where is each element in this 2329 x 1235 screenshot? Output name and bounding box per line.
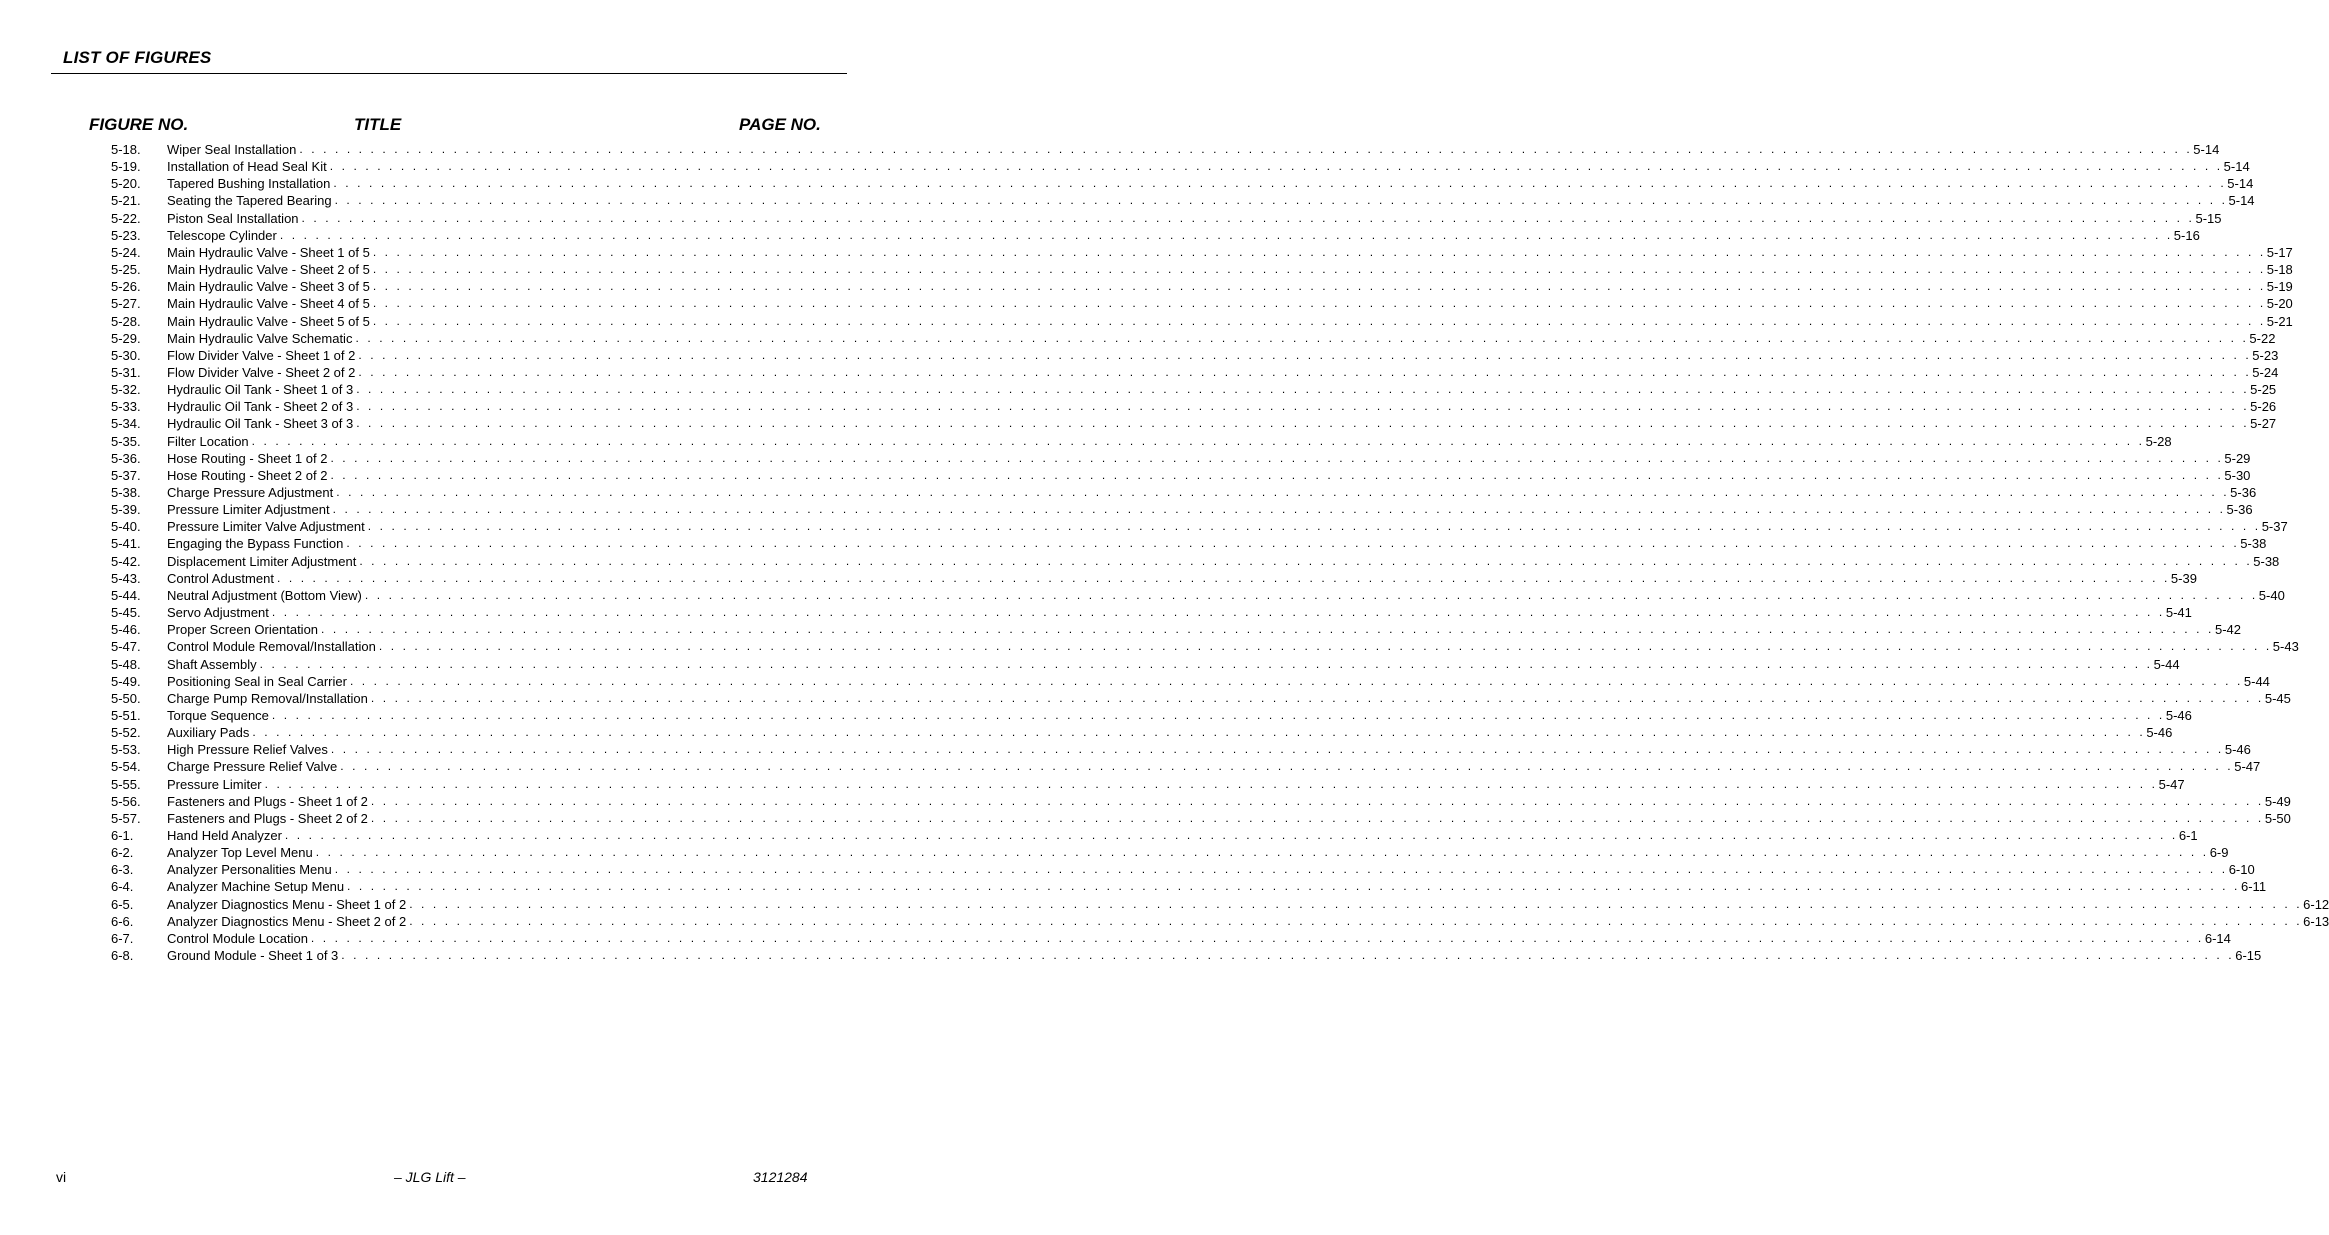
figure-page: 6-12 <box>2303 896 2329 912</box>
figure-number: 5-41. <box>111 536 141 552</box>
dot-leader: . . . . . . . . . . . . . . . . . . . . . . . . . . . . . . . . . . . . . . . . . . . . . . . . . . . . . . . . . . . . . . . . . . . . . . . . . . . . . . . . . . . . . . . . . . . . . . . . . . . . . . . . . . . . . . . . . . . . . . . . . . . . . . . . . . . . . . . . . . . . . . . . . . . . . . . . . . . . . . . . <box>372 262 2266 277</box>
figure-title: Analyzer Machine Setup Menu <box>167 878 347 895</box>
figure-title: Main Hydraulic Valve Schematic <box>167 330 355 347</box>
figure-title: Main Hydraulic Valve - Sheet 3 of 5 <box>167 278 373 295</box>
figure-page: 5-41 <box>2165 605 2192 621</box>
figure-page: 5-47 <box>2234 759 2261 775</box>
figure-entry <box>167 261 2293 278</box>
figure-number: 6-2. <box>111 845 134 861</box>
figure-row <box>0 861 2255 878</box>
column-heading-page-no: PAGE NO. <box>739 115 821 134</box>
figure-row <box>0 415 2277 432</box>
figure-entry <box>167 484 2257 501</box>
figure-number: 5-34. <box>111 416 141 432</box>
figure-page: 5-40 <box>2258 587 2285 603</box>
column-heading-figure-no: FIGURE NO. <box>89 115 189 134</box>
figure-row <box>0 278 2293 295</box>
figure-row <box>0 158 2250 175</box>
figure-number: 5-29. <box>111 330 141 346</box>
figure-entry <box>167 827 2198 844</box>
figure-title: Flow Divider Valve - Sheet 1 of 2 <box>167 347 358 364</box>
figure-row <box>0 313 2293 330</box>
dot-leader: . . . . . . . . . . . . . . . . . . . . . . . . . . . . . . . . . . . . . . . . . . . . . . . . . . . . . . . . . . . . . . . . . . . . . . . . . . . . . . . . . . . . . . . . . . . . . . . . . . . . . . . . . . . . . . . . . . . . . . . . . . . . . . . . . . . . . . . . . . . . . . . . . . . . . . . . . . . . . . . . <box>276 570 2170 585</box>
figure-row <box>0 501 2253 518</box>
figure-row <box>0 570 2197 587</box>
figure-entry <box>167 741 2251 758</box>
figure-page: 5-50 <box>2264 810 2291 826</box>
figure-entry <box>167 450 2251 467</box>
dot-leader: . . . . . . . . . . . . . . . . . . . . . . . . . . . . . . . . . . . . . . . . . . . . . . . . . . . . . . . . . . . . . . . . . . . . . . . . . . . . . . . . . . . . . . . . . . . . . . . . . . . . . . . . . . . . . . . . . . . . . . . . . . . . . . . . . . . . . . . . . . . . . . . . . . . . . . . . . . . . . . . . <box>334 862 2228 877</box>
figure-page: 5-29 <box>2224 450 2251 466</box>
figure-title: Fasteners and Plugs - Sheet 2 of 2 <box>167 810 371 827</box>
dot-leader: . . . . . . . . . . . . . . . . . . . . . . . . . . . . . . . . . . . . . . . . . . . . . . . . . . . . . . . . . . . . . . . . . . . . . . . . . . . . . . . . . . . . . . . . . . . . . . . . . . . . . . . . . . . . . . . . . . . . . . . . . . . . . . . . . . . . . . . . . . . . . . . . . . . . . . . . . . . . . . . . <box>336 485 2230 499</box>
figure-page: 6-13 <box>2303 913 2329 929</box>
figure-number: 6-3. <box>111 862 134 878</box>
figure-number: 5-33. <box>111 399 141 415</box>
figure-number: 5-28. <box>111 313 141 329</box>
figure-page: 5-26 <box>2250 399 2277 415</box>
figure-page: 5-16 <box>2173 227 2200 243</box>
figure-page: 5-28 <box>2145 433 2172 449</box>
dot-leader: . . . . . . . . . . . . . . . . . . . . . . . . . . . . . . . . . . . . . . . . . . . . . . . . . . . . . . . . . . . . . . . . . . . . . . . . . . . . . . . . . . . . . . . . . . . . . . . . . . . . . . . . . . . . . . . . . . . . . . . . . . . . . . . . . . . . . . . . . . . . . . . . . . . . . . . . . . . . . . . . <box>321 622 2214 637</box>
figure-entry <box>167 878 2267 895</box>
figure-row <box>0 724 2173 741</box>
dot-leader: . . . . . . . . . . . . . . . . . . . . . . . . . . . . . . . . . . . . . . . . . . . . . . . . . . . . . . . . . . . . . . . . . . . . . . . . . . . . . . . . . . . . . . . . . . . . . . . . . . . . . . . . . . . . . . . . . . . . . . . . . . . . . . . . . . . . . . . . . . . . . . . . . . . . . . . . . . . . . . . . <box>341 948 2235 963</box>
figure-title: Pressure Limiter Valve Adjustment <box>167 518 368 535</box>
figure-page: 5-24 <box>2252 364 2279 380</box>
dot-leader: . . . . . . . . . . . . . . . . . . . . . . . . . . . . . . . . . . . . . . . . . . . . . . . . . . . . . . . . . . . . . . . . . . . . . . . . . . . . . . . . . . . . . . . . . . . . . . . . . . . . . . . . . . . . . . . . . . . . . . . . . . . . . . . . . . . . . . . . . . . . . . . . . . . . . . . . . . . . . . . . <box>358 347 2252 362</box>
figure-row <box>0 638 2299 655</box>
figure-title: Engaging the Bypass Function <box>167 535 346 552</box>
figure-entry <box>167 467 2251 484</box>
dot-leader: . . . . . . . . . . . . . . . . . . . . . . . . . . . . . . . . . . . . . . . . . . . . . . . . . . . . . . . . . . . . . . . . . . . . . . . . . . . . . . . . . . . . . . . . . . . . . . . . . . . . . . . . . . . . . . . . . . . . . . . . . . . . . . . . . . . . . . . . . . . . . . . . . . . . . . . . . . . . . . . . <box>358 364 2252 379</box>
figure-number: 5-54. <box>111 759 141 775</box>
figure-page: 5-22 <box>2249 330 2276 346</box>
figure-title: Control Adustment <box>167 570 277 587</box>
figure-title: Charge Pump Removal/Installation <box>167 690 371 707</box>
dot-leader: . . . . . . . . . . . . . . . . . . . . . . . . . . . . . . . . . . . . . . . . . . . . . . . . . . . . . . . . . . . . . . . . . . . . . . . . . . . . . . . . . . . . . . . . . . . . . . . . . . . . . . . . . . . . . . . . . . . . . . . . . . . . . . . . . . . . . . . . . . . . . . . . . . . . . . . . . . . . . . . . <box>372 279 2266 294</box>
figure-entry <box>167 913 2329 930</box>
figure-number: 6-1. <box>111 828 134 843</box>
figure-row <box>0 878 2267 895</box>
figure-page: 5-43 <box>2272 639 2299 655</box>
figure-entry <box>167 621 2242 638</box>
figure-title: Control Module Location <box>167 930 311 947</box>
figure-row <box>0 398 2277 415</box>
dot-leader: . . . . . . . . . . . . . . . . . . . . . . . . . . . . . . . . . . . . . . . . . . . . . . . . . . . . . . . . . . . . . . . . . . . . . . . . . . . . . . . . . . . . . . . . . . . . . . . . . . . . . . . . . . . . . . . . . . . . . . . . . . . . . . . . . . . . . . . . . . . . . . . . . . . . . . . . . . . . . . . . <box>370 793 2264 808</box>
figure-title: Charge Pressure Adjustment <box>167 484 336 501</box>
dot-leader: . . . . . . . . . . . . . . . . . . . . . . . . . . . . . . . . . . . . . . . . . . . . . . . . . . . . . . . . . . . . . . . . . . . . . . . . . . . . . . . . . . . . . . . . . . . . . . . . . . . . . . . . . . . . . . . . . . . . . . . . . . . . . . . . . . . . . . . . . . . . . . . . . . . . . . . . . . . . . . . . <box>330 467 2224 482</box>
figure-title: Telescope Cylinder <box>167 227 280 244</box>
figure-title: Servo Adjustment <box>167 604 272 621</box>
dot-leader: . . . . . . . . . . . . . . . . . . . . . . . . . . . . . . . . . . . . . . . . . . . . . . . . . . . . . . . . . . . . . . . . . . . . . . . . . . . . . . . . . . . . . . . . . . . . . . . . . . . . . . . . . . . . . . . . . . . . . . . . . . . . . . . . . . . . . . . . . . . . . . . . . . . . . . . . . . . . . . . . <box>346 536 2240 551</box>
figure-number: 6-5. <box>111 896 134 912</box>
figure-entry <box>167 347 2279 364</box>
figure-entry <box>167 861 2255 878</box>
figure-entry <box>167 758 2261 775</box>
figure-title: Positioning Seal in Seal Carrier <box>167 673 350 690</box>
figure-row <box>0 776 2185 793</box>
figure-title: Tapered Bushing Installation <box>167 175 333 192</box>
figure-entry <box>167 158 2250 175</box>
figure-entry <box>167 587 2285 604</box>
dot-leader: . . . . . . . . . . . . . . . . . . . . . . . . . . . . . . . . . . . . . . . . . . . . . . . . . . . . . . . . . . . . . . . . . . . . . . . . . . . . . . . . . . . . . . . . . . . . . . . . . . . . . . . . . . . . . . . . . . . . . . . . . . . . . . . . . . . . . . . . . . . . . . . . . . . . . . . . . . . . . . . . <box>356 416 2250 431</box>
dot-leader: . . . . . . . . . . . . . . . . . . . . . . . . . . . . . . . . . . . . . . . . . . . . . . . . . . . . . . . . . . . . . . . . . . . . . . . . . . . . . . . . . . . . . . . . . . . . . . . . . . . . . . . . . . . . . . . . . . . . . . . . . . . . . . . . . . . . . . . . . . . . . . . . . . . . . . . . . . . . . . . . <box>271 605 2165 620</box>
figure-page: 5-15 <box>2195 210 2222 226</box>
dot-leader: . . . . . . . . . . . . . . . . . . . . . . . . . . . . . . . . . . . . . . . . . . . . . . . . . . . . . . . . . . . . . . . . . . . . . . . . . . . . . . . . . . . . . . . . . . . . . . . . . . . . . . . . . . . . . . . . . . . . . . . . . . . . . . . . . . . . . . . . . . . . . . . . . . . . . . . . . . . . . . . . <box>356 382 2250 397</box>
figure-number: 5-49. <box>111 673 141 689</box>
figure-entry <box>167 690 2291 707</box>
figure-page: 5-44 <box>2153 656 2180 672</box>
figure-entry <box>167 947 2262 964</box>
figure-row <box>0 295 2293 312</box>
header-rule <box>51 73 847 74</box>
dot-leader: . . . . . . . . . . . . . . . . . . . . . . . . . . . . . . . . . . . . . . . . . . . . . . . . . . . . . . . . . . . . . . . . . . . . . . . . . . . . . . . . . . . . . . . . . . . . . . . . . . . . . . . . . . . . . . . . . . . . . . . . . . . . . . . . . . . . . . . . . . . . . . . . . . . . . . . . . . . . . . . . <box>301 210 2195 225</box>
figure-number: 5-20. <box>111 176 141 192</box>
figure-title: Fasteners and Plugs - Sheet 1 of 2 <box>167 793 371 810</box>
figure-number: 5-48. <box>111 656 141 672</box>
figure-title: Hose Routing - Sheet 2 of 2 <box>167 467 330 484</box>
dot-leader: . . . . . . . . . . . . . . . . . . . . . . . . . . . . . . . . . . . . . . . . . . . . . . . . . . . . . . . . . . . . . . . . . . . . . . . . . . . . . . . . . . . . . . . . . . . . . . . . . . . . . . . . . . . . . . . . . . . . . . . . . . . . . . . . . . . . . . . . . . . . . . . . . . . . . . . . . . . . . . . . <box>252 725 2146 740</box>
figure-number: 5-26. <box>111 279 141 295</box>
figure-entry <box>167 330 2276 347</box>
figure-page: 5-47 <box>2158 776 2185 792</box>
figure-entry <box>167 844 2229 861</box>
figure-row <box>0 364 2279 381</box>
dot-leader: . . . . . . . . . . . . . . . . . . . . . . . . . . . . . . . . . . . . . . . . . . . . . . . . . . . . . . . . . . . . . . . . . . . . . . . . . . . . . . . . . . . . . . . . . . . . . . . . . . . . . . . . . . . . . . . . . . . . . . . . . . . . . . . . . . . . . . . . . . . . . . . . . . . . . . . . . . . . . . . . <box>284 828 2178 842</box>
figure-page: 6-11 <box>2241 879 2267 895</box>
figure-title: High Pressure Relief Valves <box>167 741 331 758</box>
dot-leader: . . . . . . . . . . . . . . . . . . . . . . . . . . . . . . . . . . . . . . . . . . . . . . . . . . . . . . . . . . . . . . . . . . . . . . . . . . . . . . . . . . . . . . . . . . . . . . . . . . . . . . . . . . . . . . . . . . . . . . . . . . . . . . . . . . . . . . . . . . . . . . . . . . . . . . . . . . . . . . . . <box>330 742 2224 757</box>
figure-title: Analyzer Diagnostics Menu - Sheet 1 of 2 <box>167 896 409 913</box>
figure-page: 5-39 <box>2170 570 2197 586</box>
dot-leader: . . . . . . . . . . . . . . . . . . . . . . . . . . . . . . . . . . . . . . . . . . . . . . . . . . . . . . . . . . . . . . . . . . . . . . . . . . . . . . . . . . . . . . . . . . . . . . . . . . . . . . . . . . . . . . . . . . . . . . . . . . . . . . . . . . . . . . . . . . . . . . . . . . . . . . . . . . . . . . . . <box>279 227 2173 242</box>
figure-page: 5-25 <box>2250 382 2277 398</box>
dot-leader: . . . . . . . . . . . . . . . . . . . . . . . . . . . . . . . . . . . . . . . . . . . . . . . . . . . . . . . . . . . . . . . . . . . . . . . . . . . . . . . . . . . . . . . . . . . . . . . . . . . . . . . . . . . . . . . . . . . . . . . . . . . . . . . . . . . . . . . . . . . . . . . . . . . . . . . . . . . . . . . . <box>372 296 2266 311</box>
figure-title: Installation of Head Seal Kit <box>167 158 330 175</box>
figure-row <box>0 913 2329 930</box>
figure-title: Main Hydraulic Valve - Sheet 4 of 5 <box>167 295 373 312</box>
figure-row <box>0 690 2291 707</box>
figure-row <box>0 210 2222 227</box>
figure-number: 5-18. <box>111 142 141 157</box>
figure-title: Charge Pressure Relief Valve <box>167 758 340 775</box>
figure-number: 5-53. <box>111 742 141 758</box>
figure-page: 5-30 <box>2224 467 2251 483</box>
dot-leader: . . . . . . . . . . . . . . . . . . . . . . . . . . . . . . . . . . . . . . . . . . . . . . . . . . . . . . . . . . . . . . . . . . . . . . . . . . . . . . . . . . . . . . . . . . . . . . . . . . . . . . . . . . . . . . . . . . . . . . . . . . . . . . . . . . . . . . . . . . . . . . . . . . . . . . . . . . . . . . . . <box>372 313 2266 328</box>
dot-leader: . . . . . . . . . . . . . . . . . . . . . . . . . . . . . . . . . . . . . . . . . . . . . . . . . . . . . . . . . . . . . . . . . . . . . . . . . . . . . . . . . . . . . . . . . . . . . . . . . . . . . . . . . . . . . . . . . . . . . . . . . . . . . . . . . . . . . . . . . . . . . . . . . . . . . . . . . . . . . . . . <box>370 810 2264 825</box>
figure-title: Main Hydraulic Valve - Sheet 2 of 5 <box>167 261 373 278</box>
figure-title: Seating the Tapered Bearing <box>167 192 335 209</box>
dot-leader: . . . . . . . . . . . . . . . . . . . . . . . . . . . . . . . . . . . . . . . . . . . . . . . . . . . . . . . . . . . . . . . . . . . . . . . . . . . . . . . . . . . . . . . . . . . . . . . . . . . . . . . . . . . . . . . . . . . . . . . . . . . . . . . . . . . . . . . . . . . . . . . . . . . . . . . . . . . . . . . . <box>359 553 2253 568</box>
figure-row <box>0 587 2285 604</box>
figure-number: 5-25. <box>111 262 141 278</box>
dot-leader: . . . . . . . . . . . . . . . . . . . . . . . . . . . . . . . . . . . . . . . . . . . . . . . . . . . . . . . . . . . . . . . . . . . . . . . . . . . . . . . . . . . . . . . . . . . . . . . . . . . . . . . . . . . . . . . . . . . . . . . . . . . . . . . . . . . . . . . . . . . . . . . . . . . . . . . . . . . . . . . . <box>347 879 2240 894</box>
figure-page: 5-36 <box>2230 485 2257 500</box>
figure-entry <box>167 673 2270 690</box>
figure-entry <box>167 175 2254 192</box>
dot-leader: . . . . . . . . . . . . . . . . . . . . . . . . . . . . . . . . . . . . . . . . . . . . . . . . . . . . . . . . . . . . . . . . . . . . . . . . . . . . . . . . . . . . . . . . . . . . . . . . . . . . . . . . . . . . . . . . . . . . . . . . . . . . . . . . . . . . . . . . . . . . . . . . . . . . . . . . . . . . . . . . <box>299 142 2193 156</box>
figure-row <box>0 518 2288 535</box>
figure-entry <box>167 896 2329 913</box>
figure-number: 6-6. <box>111 913 134 929</box>
footer-page-number: vi <box>56 1169 67 1185</box>
figure-row <box>0 192 2255 209</box>
figure-row <box>0 535 2267 552</box>
figure-page: 5-42 <box>2214 622 2242 638</box>
figure-title: Pressure Limiter Adjustment <box>167 501 333 518</box>
figure-title: Filter Location <box>167 433 252 450</box>
dot-leader: . . . . . . . . . . . . . . . . . . . . . . . . . . . . . . . . . . . . . . . . . . . . . . . . . . . . . . . . . . . . . . . . . . . . . . . . . . . . . . . . . . . . . . . . . . . . . . . . . . . . . . . . . . . . . . . . . . . . . . . . . . . . . . . . . . . . . . . . . . . . . . . . . . . . . . . . . . . . . . . . <box>378 639 2272 654</box>
figure-row <box>0 793 2291 810</box>
figure-page: 5-20 <box>2266 296 2293 312</box>
figure-row <box>0 450 2251 467</box>
figure-number: 5-45. <box>111 605 141 621</box>
figure-page: 6-15 <box>2235 948 2262 964</box>
figure-page: 5-27 <box>2250 416 2277 432</box>
figure-entry <box>167 501 2253 518</box>
figure-page: 5-14 <box>2227 176 2254 192</box>
dot-leader: . . . . . . . . . . . . . . . . . . . . . . . . . . . . . . . . . . . . . . . . . . . . . . . . . . . . . . . . . . . . . . . . . . . . . . . . . . . . . . . . . . . . . . . . . . . . . . . . . . . . . . . . . . . . . . . . . . . . . . . . . . . . . . . . . . . . . . . . . . . . . . . . . . . . . . . . . . . . . . . . <box>349 673 2243 688</box>
figure-title: Analyzer Personalities Menu <box>167 861 335 878</box>
dot-leader: . . . . . . . . . . . . . . . . . . . . . . . . . . . . . . . . . . . . . . . . . . . . . . . . . . . . . . . . . . . . . . . . . . . . . . . . . . . . . . . . . . . . . . . . . . . . . . . . . . . . . . . . . . . . . . . . . . . . . . . . . . . . . . . . . . . . . . . . . . . . . . . . . . . . . . . . . . . . . . . . <box>334 193 2228 208</box>
figure-title: Pressure Limiter <box>167 776 265 793</box>
figure-number: 5-23. <box>111 227 141 243</box>
figure-row <box>0 467 2251 484</box>
figure-number: 5-22. <box>111 210 141 226</box>
figure-number: 5-46. <box>111 622 141 638</box>
figure-page: 5-46 <box>2224 742 2251 758</box>
figure-title: Shaft Assembly <box>167 656 260 673</box>
figure-page: 5-46 <box>2146 725 2173 741</box>
figure-title: Ground Module - Sheet 1 of 3 <box>167 947 341 964</box>
figure-row <box>0 484 2257 501</box>
figure-number: 5-19. <box>111 159 141 175</box>
dot-leader: . . . . . . . . . . . . . . . . . . . . . . . . . . . . . . . . . . . . . . . . . . . . . . . . . . . . . . . . . . . . . . . . . . . . . . . . . . . . . . . . . . . . . . . . . . . . . . . . . . . . . . . . . . . . . . . . . . . . . . . . . . . . . . . . . . . . . . . . . . . . . . . . . . . . . . . . . . . . . . . . <box>409 896 2303 911</box>
figure-entry <box>167 604 2192 621</box>
figure-page: 5-17 <box>2266 244 2293 260</box>
figure-entry <box>167 724 2173 741</box>
figure-number: 5-37. <box>111 467 141 483</box>
dot-leader: . . . . . . . . . . . . . . . . . . . . . . . . . . . . . . . . . . . . . . . . . . . . . . . . . . . . . . . . . . . . . . . . . . . . . . . . . . . . . . . . . . . . . . . . . . . . . . . . . . . . . . . . . . . . . . . . . . . . . . . . . . . . . . . . . . . . . . . . . . . . . . . . . . . . . . . . . . . . . . . . <box>271 707 2165 722</box>
figure-number: 5-56. <box>111 793 141 809</box>
figure-title: Auxiliary Pads <box>167 724 252 741</box>
figure-page: 5-21 <box>2266 313 2293 329</box>
figure-row <box>0 553 2280 570</box>
figure-page: 5-23 <box>2252 347 2279 363</box>
figure-number: 5-44. <box>111 587 141 603</box>
figure-number: 5-43. <box>111 570 141 586</box>
dot-leader: . . . . . . . . . . . . . . . . . . . . . . . . . . . . . . . . . . . . . . . . . . . . . . . . . . . . . . . . . . . . . . . . . . . . . . . . . . . . . . . . . . . . . . . . . . . . . . . . . . . . . . . . . . . . . . . . . . . . . . . . . . . . . . . . . . . . . . . . . . . . . . . . . . . . . . . . . . . . . . . . <box>409 913 2303 928</box>
figure-title: Displacement Limiter Adjustment <box>167 553 359 570</box>
figure-number: 5-52. <box>111 725 141 741</box>
figure-title: Proper Screen Orientation <box>167 621 321 638</box>
dot-leader: . . . . . . . . . . . . . . . . . . . . . . . . . . . . . . . . . . . . . . . . . . . . . . . . . . . . . . . . . . . . . . . . . . . . . . . . . . . . . . . . . . . . . . . . . . . . . . . . . . . . . . . . . . . . . . . . . . . . . . . . . . . . . . . . . . . . . . . . . . . . . . . . . . . . . . . . . . . . . . . . <box>332 502 2226 517</box>
figure-title: Wiper Seal Installation <box>167 141 299 158</box>
figure-number: 5-36. <box>111 450 141 466</box>
figure-number: 5-32. <box>111 382 141 398</box>
figure-row <box>0 673 2270 690</box>
figure-entry <box>167 638 2299 655</box>
figure-number: 5-51. <box>111 707 141 723</box>
figure-number: 5-50. <box>111 690 141 706</box>
figure-entry <box>167 244 2293 261</box>
figure-entry <box>167 398 2277 415</box>
figure-page: 5-14 <box>2223 159 2250 175</box>
figure-entry <box>167 793 2291 810</box>
dot-leader: . . . . . . . . . . . . . . . . . . . . . . . . . . . . . . . . . . . . . . . . . . . . . . . . . . . . . . . . . . . . . . . . . . . . . . . . . . . . . . . . . . . . . . . . . . . . . . . . . . . . . . . . . . . . . . . . . . . . . . . . . . . . . . . . . . . . . . . . . . . . . . . . . . . . . . . . . . . . . . . . <box>364 587 2258 602</box>
figure-row <box>0 227 2200 244</box>
figure-page: 5-14 <box>2193 142 2220 157</box>
figure-entry <box>167 278 2293 295</box>
figure-number: 6-7. <box>111 930 134 946</box>
figure-row <box>0 827 2198 844</box>
figure-entry <box>167 295 2293 312</box>
figure-page: 5-14 <box>2228 193 2255 209</box>
figure-entry <box>167 141 2220 158</box>
column-heading-title: TITLE <box>354 115 402 134</box>
figure-number: 6-4. <box>111 879 134 895</box>
figure-number: 5-31. <box>111 364 141 380</box>
figure-page: 5-46 <box>2165 707 2192 723</box>
figure-title: Hydraulic Oil Tank - Sheet 1 of 3 <box>167 381 356 398</box>
figure-page: 6-1 <box>2178 828 2198 843</box>
figure-page: 6-9 <box>2209 845 2229 861</box>
figure-entry <box>167 776 2185 793</box>
dot-leader: . . . . . . . . . . . . . . . . . . . . . . . . . . . . . . . . . . . . . . . . . . . . . . . . . . . . . . . . . . . . . . . . . . . . . . . . . . . . . . . . . . . . . . . . . . . . . . . . . . . . . . . . . . . . . . . . . . . . . . . . . . . . . . . . . . . . . . . . . . . . . . . . . . . . . . . . . . . . . . . . <box>355 330 2249 345</box>
figure-row <box>0 844 2229 861</box>
figure-entry <box>167 227 2200 244</box>
figure-number: 5-38. <box>111 485 141 500</box>
footer-doc-number: 3121284 <box>753 1169 808 1185</box>
figure-number: 5-35. <box>111 433 141 449</box>
figure-page: 5-49 <box>2264 793 2291 809</box>
figure-page: 5-38 <box>2240 536 2267 552</box>
figure-title: Piston Seal Installation <box>167 210 302 227</box>
dot-leader: . . . . . . . . . . . . . . . . . . . . . . . . . . . . . . . . . . . . . . . . . . . . . . . . . . . . . . . . . . . . . . . . . . . . . . . . . . . . . . . . . . . . . . . . . . . . . . . . . . . . . . . . . . . . . . . . . . . . . . . . . . . . . . . . . . . . . . . . . . . . . . . . . . . . . . . . . . . . . . . . <box>264 776 2158 791</box>
figure-entry <box>167 930 2231 947</box>
figure-entry <box>167 433 2172 450</box>
figure-entry <box>167 192 2255 209</box>
dot-leader: . . . . . . . . . . . . . . . . . . . . . . . . . . . . . . . . . . . . . . . . . . . . . . . . . . . . . . . . . . . . . . . . . . . . . . . . . . . . . . . . . . . . . . . . . . . . . . . . . . . . . . . . . . . . . . . . . . . . . . . . . . . . . . . . . . . . . . . . . . . . . . . . . . . . . . . . . . . . . . . . <box>372 244 2266 259</box>
figure-row <box>0 656 2180 673</box>
figure-row <box>0 621 2242 638</box>
figure-number: 5-21. <box>111 193 141 209</box>
figure-row <box>0 810 2291 827</box>
dot-leader: . . . . . . . . . . . . . . . . . . . . . . . . . . . . . . . . . . . . . . . . . . . . . . . . . . . . . . . . . . . . . . . . . . . . . . . . . . . . . . . . . . . . . . . . . . . . . . . . . . . . . . . . . . . . . . . . . . . . . . . . . . . . . . . . . . . . . . . . . . . . . . . . . . . . . . . . . . . . . . . . <box>356 399 2250 414</box>
figure-title: Flow Divider Valve - Sheet 2 of 2 <box>167 364 358 381</box>
figure-title: Hydraulic Oil Tank - Sheet 3 of 3 <box>167 415 356 432</box>
figure-entry <box>167 210 2222 227</box>
figure-page: 5-38 <box>2253 553 2280 569</box>
figure-page: 5-36 <box>2226 502 2253 518</box>
figure-number: 5-57. <box>111 810 141 826</box>
figure-page: 5-44 <box>2243 673 2270 689</box>
figure-title: Main Hydraulic Valve - Sheet 5 of 5 <box>167 313 373 330</box>
figure-number: 5-39. <box>111 502 141 518</box>
figure-row <box>0 707 2192 724</box>
figure-row <box>0 347 2279 364</box>
dot-leader: . . . . . . . . . . . . . . . . . . . . . . . . . . . . . . . . . . . . . . . . . . . . . . . . . . . . . . . . . . . . . . . . . . . . . . . . . . . . . . . . . . . . . . . . . . . . . . . . . . . . . . . . . . . . . . . . . . . . . . . . . . . . . . . . . . . . . . . . . . . . . . . . . . . . . . . . . . . . . . . . <box>315 845 2209 860</box>
figure-row <box>0 896 2329 913</box>
dot-leader: . . . . . . . . . . . . . . . . . . . . . . . . . . . . . . . . . . . . . . . . . . . . . . . . . . . . . . . . . . . . . . . . . . . . . . . . . . . . . . . . . . . . . . . . . . . . . . . . . . . . . . . . . . . . . . . . . . . . . . . . . . . . . . . . . . . . . . . . . . . . . . . . . . . . . . . . . . . . . . . . <box>251 433 2145 448</box>
figure-row <box>0 758 2261 775</box>
dot-leader: . . . . . . . . . . . . . . . . . . . . . . . . . . . . . . . . . . . . . . . . . . . . . . . . . . . . . . . . . . . . . . . . . . . . . . . . . . . . . . . . . . . . . . . . . . . . . . . . . . . . . . . . . . . . . . . . . . . . . . . . . . . . . . . . . . . . . . . . . . . . . . . . . . . . . . . . . . . . . . . . <box>259 656 2153 671</box>
figure-title: Neutral Adjustment (Bottom View) <box>167 587 365 604</box>
figure-row <box>0 930 2231 947</box>
figure-number: 6-8. <box>111 948 134 964</box>
figure-title: Hand Held Analyzer <box>167 827 285 844</box>
dot-leader: . . . . . . . . . . . . . . . . . . . . . . . . . . . . . . . . . . . . . . . . . . . . . . . . . . . . . . . . . . . . . . . . . . . . . . . . . . . . . . . . . . . . . . . . . . . . . . . . . . . . . . . . . . . . . . . . . . . . . . . . . . . . . . . . . . . . . . . . . . . . . . . . . . . . . . . . . . . . . . . . <box>333 176 2227 191</box>
figure-entry <box>167 381 2277 398</box>
figure-page: 5-19 <box>2266 279 2293 295</box>
figure-number: 5-30. <box>111 347 141 363</box>
dot-leader: . . . . . . . . . . . . . . . . . . . . . . . . . . . . . . . . . . . . . . . . . . . . . . . . . . . . . . . . . . . . . . . . . . . . . . . . . . . . . . . . . . . . . . . . . . . . . . . . . . . . . . . . . . . . . . . . . . . . . . . . . . . . . . . . . . . . . . . . . . . . . . . . . . . . . . . . . . . . . . . . <box>310 930 2204 945</box>
figure-number: 5-24. <box>111 244 141 260</box>
figure-page: 5-45 <box>2264 690 2291 706</box>
figure-page: 5-18 <box>2266 262 2293 278</box>
figure-row <box>0 381 2277 398</box>
figure-row <box>0 604 2192 621</box>
footer-brand: – JLG Lift – <box>394 1169 466 1185</box>
figure-number: 5-42. <box>111 553 141 569</box>
figure-title: Analyzer Diagnostics Menu - Sheet 2 of 2 <box>167 913 409 930</box>
figure-row <box>0 141 2220 158</box>
page-header-title: LIST OF FIGURES <box>63 48 212 67</box>
figure-number: 5-55. <box>111 776 141 792</box>
figure-number: 5-27. <box>111 296 141 312</box>
figure-title: Hose Routing - Sheet 1 of 2 <box>167 450 330 467</box>
dot-leader: . . . . . . . . . . . . . . . . . . . . . . . . . . . . . . . . . . . . . . . . . . . . . . . . . . . . . . . . . . . . . . . . . . . . . . . . . . . . . . . . . . . . . . . . . . . . . . . . . . . . . . . . . . . . . . . . . . . . . . . . . . . . . . . . . . . . . . . . . . . . . . . . . . . . . . . . . . . . . . . . <box>330 450 2224 465</box>
figure-row <box>0 175 2254 192</box>
figure-page: 6-10 <box>2228 862 2255 878</box>
figure-row <box>0 947 2262 964</box>
figure-row <box>0 244 2293 261</box>
figure-title: Hydraulic Oil Tank - Sheet 2 of 3 <box>167 398 356 415</box>
figure-entry <box>167 518 2288 535</box>
dot-leader: . . . . . . . . . . . . . . . . . . . . . . . . . . . . . . . . . . . . . . . . . . . . . . . . . . . . . . . . . . . . . . . . . . . . . . . . . . . . . . . . . . . . . . . . . . . . . . . . . . . . . . . . . . . . . . . . . . . . . . . . . . . . . . . . . . . . . . . . . . . . . . . . . . . . . . . . . . . . . . . . <box>367 519 2261 534</box>
figure-entry <box>167 656 2180 673</box>
figure-entry <box>167 553 2280 570</box>
figure-entry <box>167 570 2197 587</box>
figure-entry <box>167 415 2277 432</box>
figure-page: 5-37 <box>2261 519 2288 535</box>
figure-title: Main Hydraulic Valve - Sheet 1 of 5 <box>167 244 373 261</box>
figure-row <box>0 261 2293 278</box>
figure-row <box>0 433 2172 450</box>
figure-entry <box>167 313 2293 330</box>
figure-number: 5-47. <box>111 639 141 655</box>
figure-page: 6-14 <box>2204 930 2231 946</box>
figure-number: 5-40. <box>111 519 141 535</box>
dot-leader: . . . . . . . . . . . . . . . . . . . . . . . . . . . . . . . . . . . . . . . . . . . . . . . . . . . . . . . . . . . . . . . . . . . . . . . . . . . . . . . . . . . . . . . . . . . . . . . . . . . . . . . . . . . . . . . . . . . . . . . . . . . . . . . . . . . . . . . . . . . . . . . . . . . . . . . . . . . . . . . . <box>329 159 2223 174</box>
dot-leader: . . . . . . . . . . . . . . . . . . . . . . . . . . . . . . . . . . . . . . . . . . . . . . . . . . . . . . . . . . . . . . . . . . . . . . . . . . . . . . . . . . . . . . . . . . . . . . . . . . . . . . . . . . . . . . . . . . . . . . . . . . . . . . . . . . . . . . . . . . . . . . . . . . . . . . . . . . . . . . . . <box>370 690 2264 705</box>
figure-row <box>0 330 2276 347</box>
figure-title: Control Module Removal/Installation <box>167 638 379 655</box>
figure-entry <box>167 364 2279 381</box>
figure-entry <box>167 707 2192 724</box>
figure-row <box>0 741 2251 758</box>
figure-entry <box>167 810 2291 827</box>
figure-entry <box>167 535 2267 552</box>
figure-title: Analyzer Top Level Menu <box>167 844 316 861</box>
figure-title: Torque Sequence <box>167 707 272 724</box>
dot-leader: . . . . . . . . . . . . . . . . . . . . . . . . . . . . . . . . . . . . . . . . . . . . . . . . . . . . . . . . . . . . . . . . . . . . . . . . . . . . . . . . . . . . . . . . . . . . . . . . . . . . . . . . . . . . . . . . . . . . . . . . . . . . . . . . . . . . . . . . . . . . . . . . . . . . . . . . . . . . . . . . <box>340 759 2234 774</box>
